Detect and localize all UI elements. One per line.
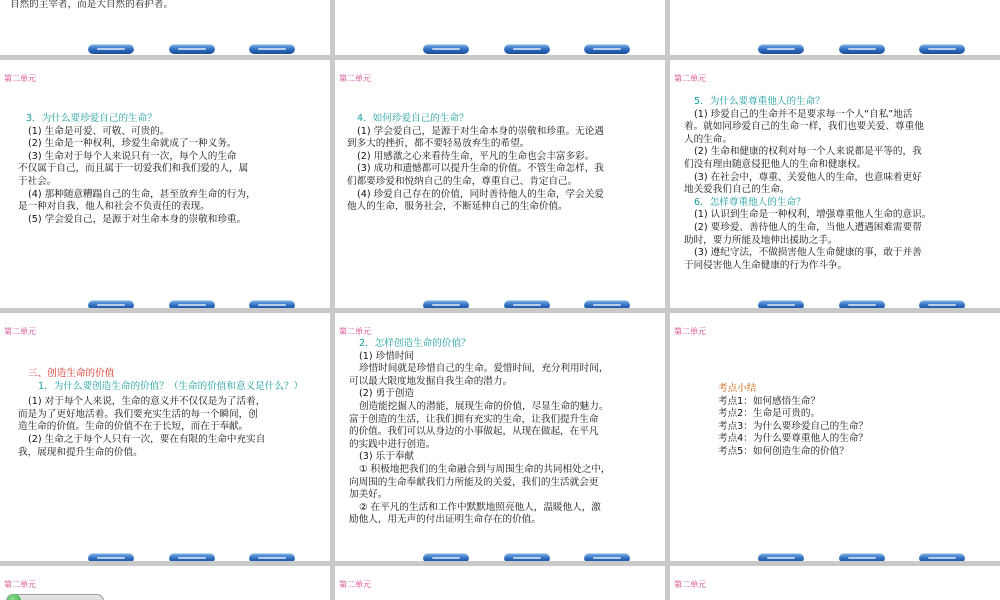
body-line: 到多大的挫折，都不要轻易放弃生的希望。 — [347, 138, 530, 150]
button-glyph-icon — [928, 304, 956, 306]
body-line: ② 在平凡的生活和工作中默默地照亮他人，温暖他人，激 — [359, 501, 601, 513]
button-glyph-icon — [258, 48, 286, 50]
slide-9 — [670, 313, 1000, 561]
nav-home-button[interactable] — [504, 44, 550, 54]
nav-prev-button[interactable] — [88, 553, 134, 561]
nav-next-button[interactable] — [584, 44, 630, 54]
body-line: 创造能挖掘人的潜能，展现生命的价值，尽显生命的魅力。 — [359, 400, 609, 412]
nav-prev-button[interactable] — [758, 300, 804, 308]
summary-point: 考点4：为什么要尊重他人的生命？ — [718, 433, 869, 445]
body-line: (1) 认识到生命是一种权利，增强尊重他人生命的意识。 — [694, 209, 932, 221]
slide-body — [349, 338, 661, 527]
nav-button-row — [670, 300, 1000, 308]
body-line: ① 积极地把我们的生命融合到与周围生命的共同相处之中， — [359, 463, 611, 475]
body-line: (2) 用感激之心来看待生命，平凡的生命也会丰富多彩。 — [357, 150, 595, 162]
button-glyph-icon — [97, 48, 125, 50]
body-line: (3) 遵纪守法，不做损害他人生命健康的事，敢于并善 — [694, 247, 922, 259]
body-line: 的实践中进行创造。 — [349, 438, 436, 450]
body-line: 不仅属于自己，而且属于一切爱我们和我们爱的人，属 — [18, 163, 249, 175]
slide-11 — [335, 566, 665, 600]
nav-prev-button[interactable] — [88, 44, 134, 54]
body-line: (2) 生命是一种权利，珍爱生命就成了一种义务。 — [28, 138, 237, 150]
nav-home-button[interactable] — [504, 553, 550, 561]
button-glyph-icon — [513, 304, 541, 306]
unit-label: 第二单元 — [4, 74, 36, 83]
slide-4 — [0, 60, 330, 308]
question-heading: 4．如何珍爱自己的生命？ — [357, 113, 469, 124]
body-line: 他人的生命，服务社会，不断延伸自己的生命价值。 — [347, 201, 568, 213]
green-pill-button[interactable] — [6, 594, 104, 600]
body-line: (2) 生命和健康的权利对每一个人来说都是平等的，我 — [694, 146, 922, 158]
slide-5 — [335, 60, 665, 308]
slide-body — [718, 383, 978, 459]
summary-point: 考点5：如何创造生命的价值？ — [718, 445, 849, 457]
nav-home-button[interactable] — [839, 44, 885, 54]
nav-next-button[interactable] — [584, 553, 630, 561]
body-line: 珍惜时间就是珍惜自己的生命。爱惜时间，充分利用时间， — [359, 363, 609, 375]
nav-prev-button[interactable] — [88, 300, 134, 308]
body-line: (3) 成功和遗憾都可以提升生命的价值。不管生命怎样，我 — [357, 163, 604, 175]
unit-label: 第二单元 — [674, 580, 706, 589]
button-glyph-icon — [928, 48, 956, 50]
question-heading: 1．为什么要创造生命的价值？（生命的价值和意义是什么？） — [38, 380, 304, 392]
slide-10 — [0, 566, 330, 600]
button-glyph-icon — [848, 557, 876, 559]
unit-label: 第二单元 — [339, 327, 371, 336]
body-line: 着。就如同珍爱自己的生命一样，我们也要关爱、尊重他 — [684, 121, 924, 133]
body-line: (3) 生命对于每个人来说只有一次，每个人的生命 — [28, 150, 237, 162]
nav-next-button[interactable] — [249, 44, 295, 54]
nav-button-row — [335, 44, 665, 55]
body-line: (4) 珍爱自己存在的价值，同时善待他人的生命，学会关爱 — [357, 188, 604, 200]
top-fragment-text: 自然的主宰者，而是大自然的看护者。 — [10, 0, 174, 10]
slide-12 — [670, 566, 1000, 600]
body-line: (1) 珍惜时间 — [359, 350, 415, 362]
body-line: 向周围的生命奉献我们力所能及的关爱，我们的生活就会更 — [349, 476, 599, 488]
button-glyph-icon — [258, 557, 286, 559]
unit-label: 第二单元 — [339, 74, 371, 83]
body-line: (3) 在社会中，尊重、关爱他人的生命，也意味着更好 — [694, 171, 922, 183]
unit-label: 第二单元 — [674, 327, 706, 336]
nav-prev-button[interactable] — [423, 553, 469, 561]
summary-point: 考点2：生命是可贵的。 — [718, 408, 821, 420]
button-glyph-icon — [593, 557, 621, 559]
nav-home-button[interactable] — [504, 300, 550, 308]
button-glyph-icon — [97, 304, 125, 306]
body-line: (4) 那种随意糟蹋自己的生命，甚至放弃生命的行为， — [28, 188, 256, 200]
slide-body — [18, 368, 323, 459]
body-line: (2) 要珍爱、善待他人的生命，当他人遭遇困难需要帮 — [694, 221, 922, 233]
nav-prev-button[interactable] — [758, 553, 804, 561]
button-glyph-icon — [767, 304, 795, 306]
body-line: 的价值。我们可以从身边的小事做起，从现在做起，在平凡 — [349, 426, 599, 438]
body-line: (1) 对于每个人来说，生命的意义并不仅仅是为了活着， — [28, 396, 266, 408]
question-heading: 5．为什么要尊重他人的生命？ — [694, 96, 825, 107]
button-glyph-icon — [593, 304, 621, 306]
slide-body — [684, 96, 994, 272]
body-line: 于社会。 — [18, 175, 57, 187]
body-line: (5) 学会爱自己，是源于对生命本身的崇敬和珍重。 — [28, 213, 247, 225]
unit-label: 第二单元 — [674, 74, 706, 83]
nav-home-button[interactable] — [839, 553, 885, 561]
question-heading: 3．为什么要珍爱自己的生命？ — [26, 113, 157, 124]
nav-button-row — [335, 553, 665, 561]
body-line: (1) 学会爱自己，是源于对生命本身的崇敬和珍重。无论遇 — [357, 125, 604, 137]
body-line: 而是为了更好地活着。我们要充实生活的每一个瞬间，创 — [18, 408, 258, 420]
button-glyph-icon — [97, 557, 125, 559]
body-line: 是一种对自我、他人和社会不负责任的表现。 — [18, 201, 210, 213]
button-glyph-icon — [178, 557, 206, 559]
nav-home-button[interactable] — [169, 300, 215, 308]
nav-next-button[interactable] — [584, 300, 630, 308]
nav-prev-button[interactable] — [423, 300, 469, 308]
nav-prev-button[interactable] — [758, 44, 804, 54]
slide-body — [18, 113, 323, 226]
button-glyph-icon — [513, 48, 541, 50]
nav-prev-button[interactable] — [423, 44, 469, 54]
question-heading: 6．怎样尊重他人的生命？ — [694, 196, 806, 208]
summary-title: 考点小结 — [718, 383, 757, 394]
body-line: 励他人，用无声的付出证明生命存在的价值。 — [349, 514, 541, 526]
button-glyph-icon — [848, 304, 876, 306]
body-line: (2) 生命之于每个人只有一次，要在有限的生命中充实自 — [28, 433, 266, 445]
button-glyph-icon — [432, 48, 460, 50]
slide-7 — [0, 313, 330, 561]
nav-button-row — [0, 300, 330, 308]
slide-3 — [670, 0, 1000, 55]
nav-button-row — [670, 553, 1000, 561]
nav-next-button[interactable] — [919, 300, 965, 308]
button-glyph-icon — [178, 48, 206, 50]
body-line: (1) 生命是可爱、可敬、可贵的。 — [28, 125, 170, 137]
slide-8 — [335, 313, 665, 561]
body-line: (2) 勇于创造 — [359, 388, 415, 400]
body-line: 加美好。 — [349, 489, 388, 501]
body-line: 们都要珍爱和悦纳自己的生命，尊重自己、肯定自己。 — [347, 175, 578, 187]
button-glyph-icon — [432, 304, 460, 306]
nav-home-button[interactable] — [169, 44, 215, 54]
button-glyph-icon — [432, 557, 460, 559]
green-dot-icon — [7, 594, 21, 600]
button-glyph-icon — [593, 48, 621, 50]
slide-6 — [670, 60, 1000, 308]
nav-button-row — [0, 44, 330, 55]
summary-point: 考点1：如何感悟生命？ — [718, 395, 821, 407]
body-line: 可以最大限度地发掘自我生命的潜力。 — [349, 375, 513, 387]
body-line: 们没有理由随意侵犯他人的生命和健康权。 — [684, 158, 867, 170]
body-line: 人的生命。 — [684, 133, 732, 145]
nav-button-row — [335, 300, 665, 308]
button-glyph-icon — [928, 557, 956, 559]
body-line: 富于创造的生活，让我们拥有充实的生命，让我们提升生命 — [349, 413, 599, 425]
button-glyph-icon — [178, 304, 206, 306]
slide-2 — [335, 0, 665, 55]
nav-next-button[interactable] — [919, 44, 965, 54]
body-line: (1) 珍爱自己的生命并不是要求每一个人“自私”地活 — [694, 108, 913, 120]
nav-home-button[interactable] — [839, 300, 885, 308]
button-glyph-icon — [258, 304, 286, 306]
summary-point: 考点3：为什么要珍爱自己的生命？ — [718, 420, 869, 432]
slide-1 — [0, 0, 330, 55]
body-line: 地关爱我们自己的生命。 — [684, 184, 790, 196]
nav-home-button[interactable] — [169, 553, 215, 561]
button-glyph-icon — [848, 48, 876, 50]
button-glyph-icon — [513, 557, 541, 559]
body-line: 助时，要力所能及地伸出援助之手。 — [684, 234, 838, 246]
question-heading: 2．怎样创造生命的价值？ — [359, 338, 471, 349]
button-glyph-icon — [767, 48, 795, 50]
nav-next-button[interactable] — [919, 553, 965, 561]
body-line: 造生命的价值。生命的价值不在于长短，而在于奉献。 — [18, 421, 249, 433]
unit-label: 第二单元 — [4, 327, 36, 336]
nav-next-button[interactable] — [249, 300, 295, 308]
unit-label: 第二单元 — [339, 580, 371, 589]
body-line: 我，展现和提升生命的价值。 — [18, 446, 143, 458]
button-glyph-icon — [767, 557, 795, 559]
section-title: 三、创造生命的价值 — [28, 368, 115, 379]
body-line: (3) 乐于奉献 — [359, 451, 415, 463]
body-line: 于同侵害他人生命健康的行为作斗争。 — [684, 259, 848, 271]
nav-next-button[interactable] — [249, 553, 295, 561]
nav-button-row — [670, 44, 1000, 55]
slide-body — [347, 113, 659, 214]
unit-label: 第二单元 — [4, 580, 36, 589]
nav-button-row — [0, 553, 330, 561]
